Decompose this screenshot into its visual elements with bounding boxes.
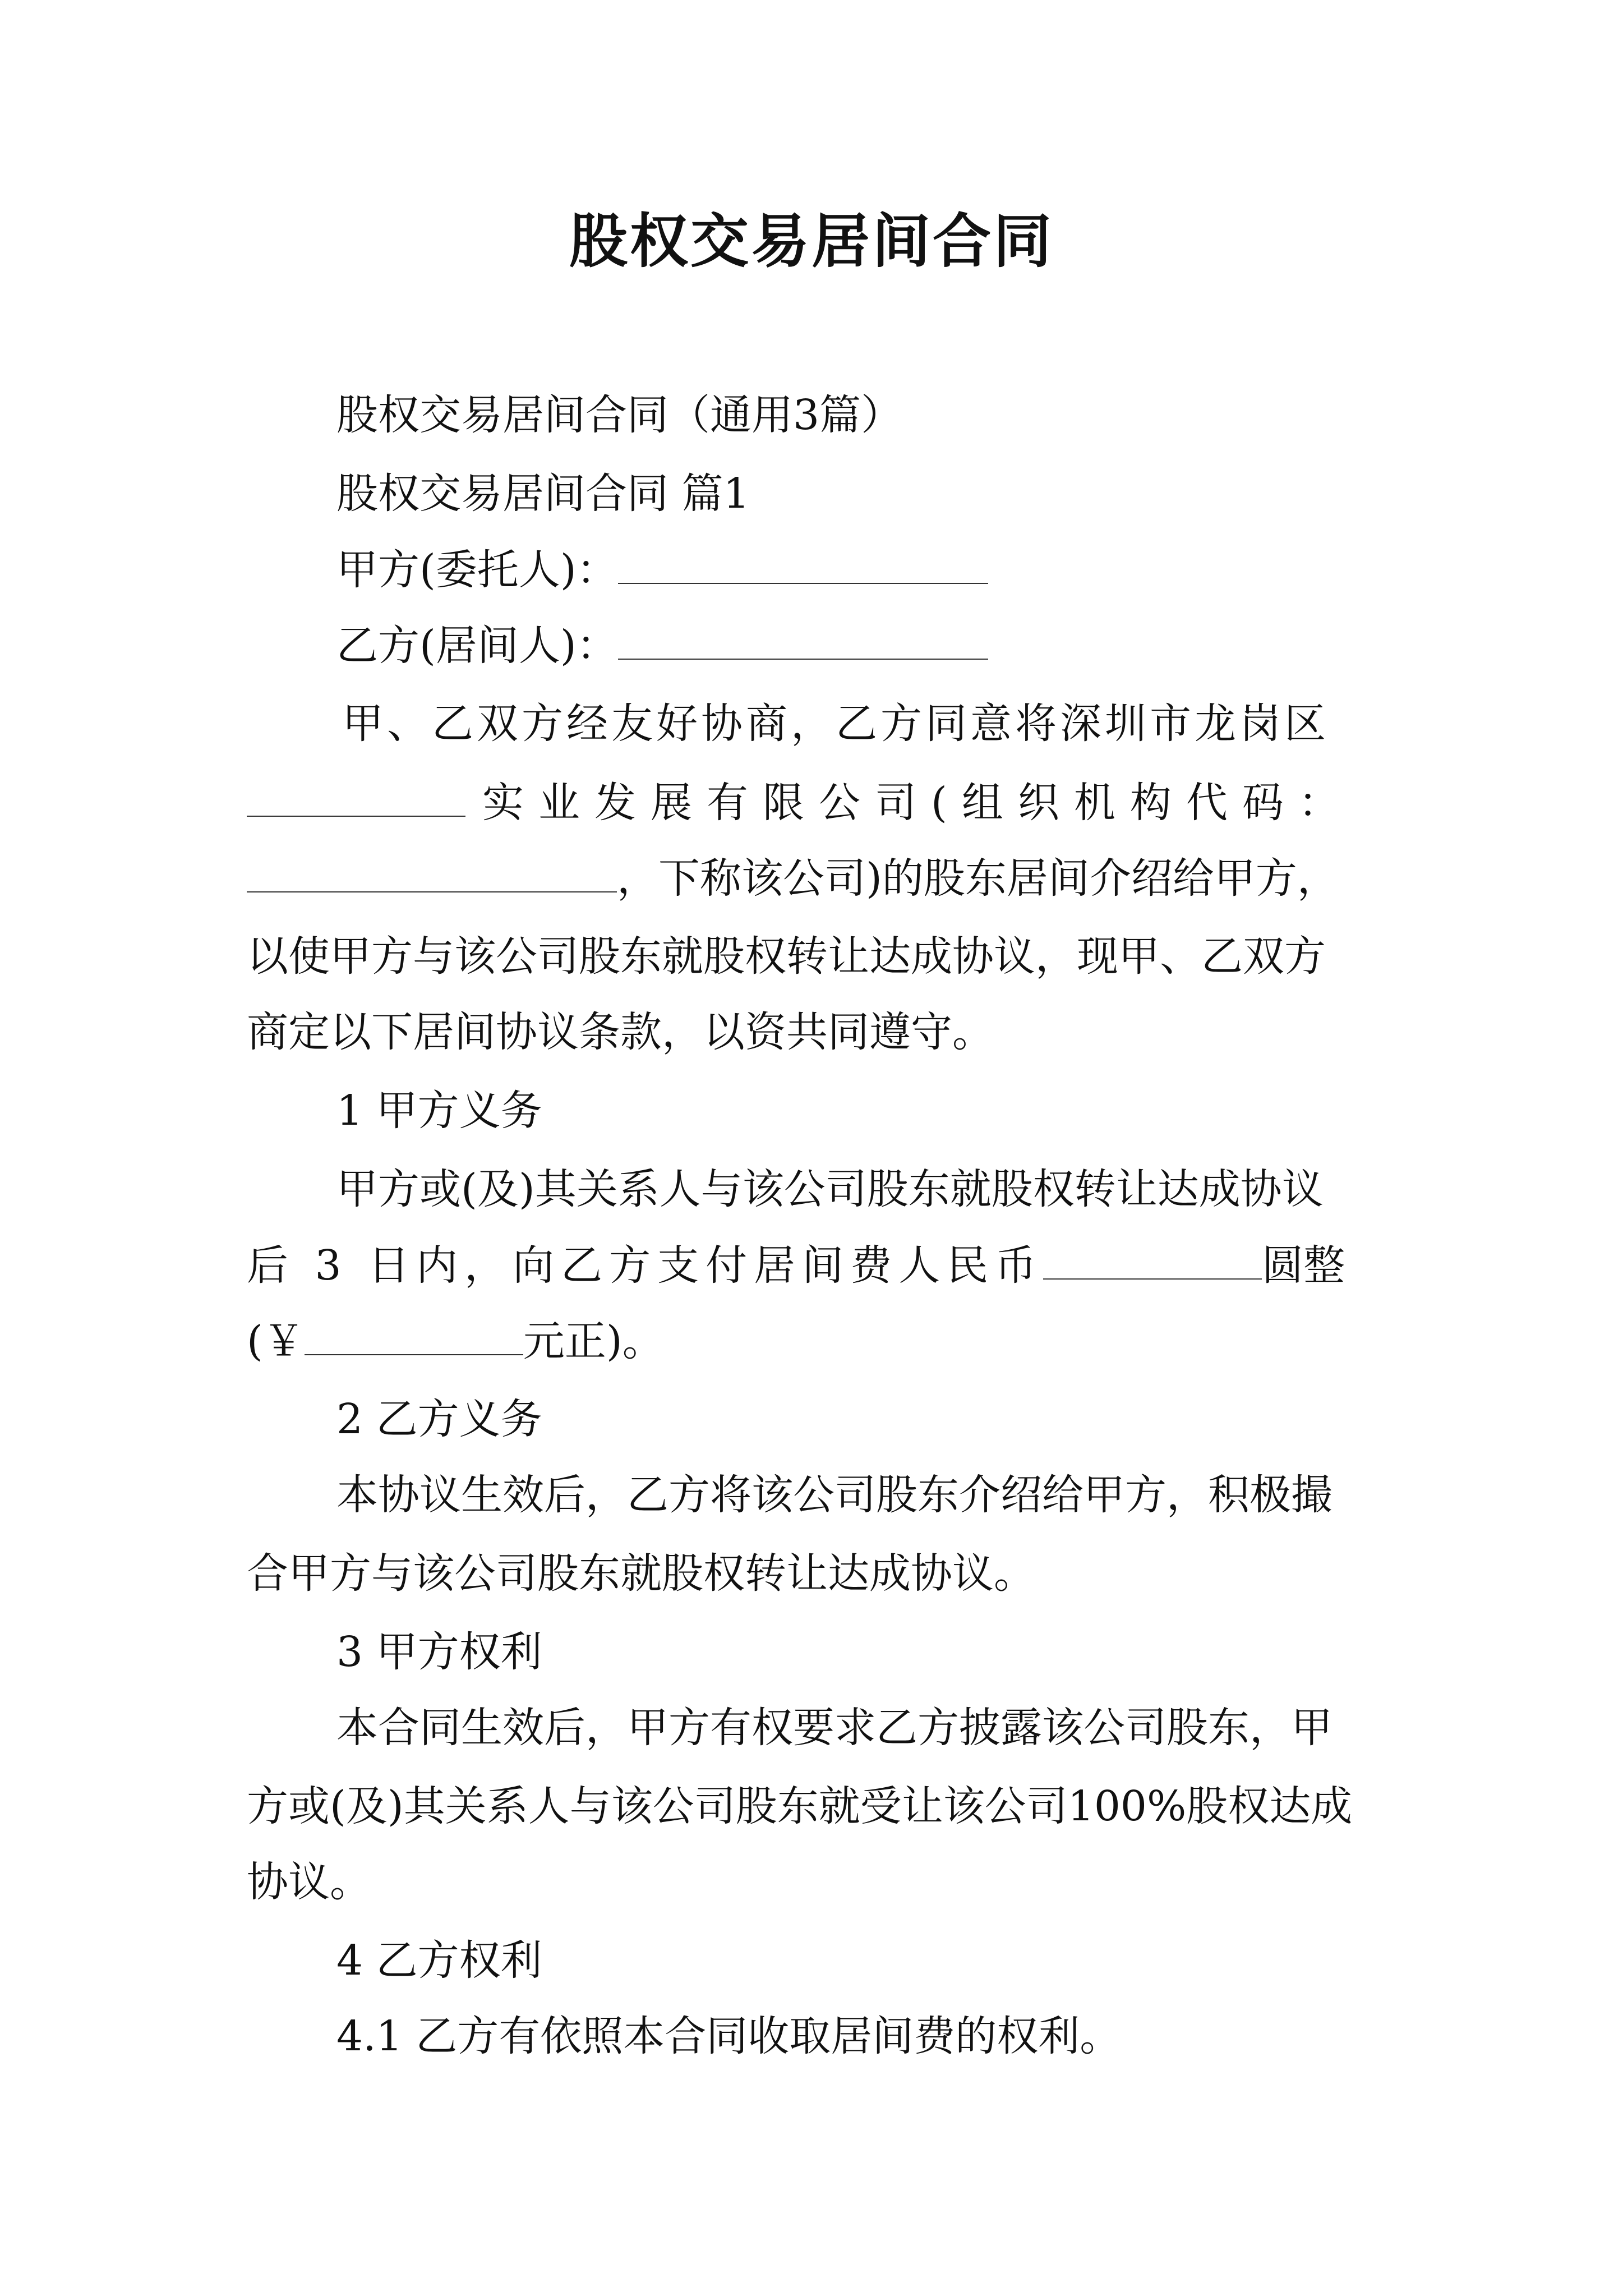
- clause-1-line-3-tail: 元正)。: [523, 1317, 664, 1365]
- clause-3-heading: 3 甲方权利: [336, 1628, 542, 1676]
- party-b-line: [336, 617, 988, 674]
- clause-1-line-2: [247, 1237, 1345, 1294]
- party-a-blank: [618, 541, 988, 584]
- intro-line-3: [247, 850, 1339, 907]
- fee-amount-blank: [305, 1313, 523, 1355]
- intro-line-5: 商定以下居间协议条款，以资共同遵守。: [247, 1008, 994, 1056]
- document-title: 股权交易居间合同: [569, 206, 1054, 275]
- clause-3-line-3: 协议。: [247, 1858, 371, 1906]
- clause-2-heading: 2 乙方义务: [336, 1395, 542, 1443]
- company-name-blank: [247, 774, 465, 817]
- intro-line-1: 甲、乙双方经友好协商，乙方同意将深圳市龙岗区: [342, 700, 1329, 748]
- party-a-line: [336, 541, 988, 598]
- fee-words-blank: [1043, 1237, 1262, 1280]
- clause-4-item-1: 4.1 乙方有依照本合同收取居间费的权利。: [336, 2012, 1122, 2060]
- party-b-label: 乙方(居间人)：: [336, 622, 618, 670]
- clause-3-line-2: 方或(及)其关系人与该公司股东就受让该公司100%股权达成: [247, 1782, 1353, 1830]
- intro-line-4: 以使甲方与该公司股东就股权转让达成协议，现甲、乙双方: [247, 932, 1326, 981]
- clause-2-line-2: 合甲方与该公司股东就股权转让达成协议。: [247, 1549, 1035, 1598]
- intro-line-2: [247, 774, 1354, 831]
- clause-4-heading: 4 乙方权利: [336, 1936, 542, 1985]
- clause-3-line-1: 本合同生效后，甲方有权要求乙方披露该公司股东，甲: [336, 1704, 1332, 1752]
- intro-line-3-text: ，下称该公司)的股东居间介绍给甲方，: [617, 854, 1339, 903]
- clause-1-line-2-tail: 圆整: [1262, 1241, 1345, 1290]
- clause-1-heading: 1 甲方义务: [336, 1087, 542, 1135]
- document-subtitle: 股权交易居间合同（通用3篇）: [336, 391, 903, 439]
- clause-1-line-3-text: (￥: [247, 1317, 305, 1365]
- party-a-label: 甲方(委托人)：: [336, 546, 618, 594]
- clause-1-line-2-text: 后 3 日内，向乙方支付居间费人民币: [247, 1241, 1044, 1290]
- section-heading: 股权交易居间合同 篇1: [336, 470, 750, 518]
- party-b-blank: [618, 617, 988, 660]
- intro-line-2-text: 实业发展有限公司(组织机构代码：: [482, 779, 1354, 827]
- clause-1-line-3: [247, 1313, 664, 1369]
- clause-1-line-1: 甲方或(及)其关系人与该公司股东就股权转让达成协议: [336, 1165, 1324, 1213]
- org-code-blank: [247, 850, 617, 892]
- clause-2-line-1: 本协议生效后，乙方将该公司股东介绍给甲方，积极撮: [336, 1471, 1332, 1519]
